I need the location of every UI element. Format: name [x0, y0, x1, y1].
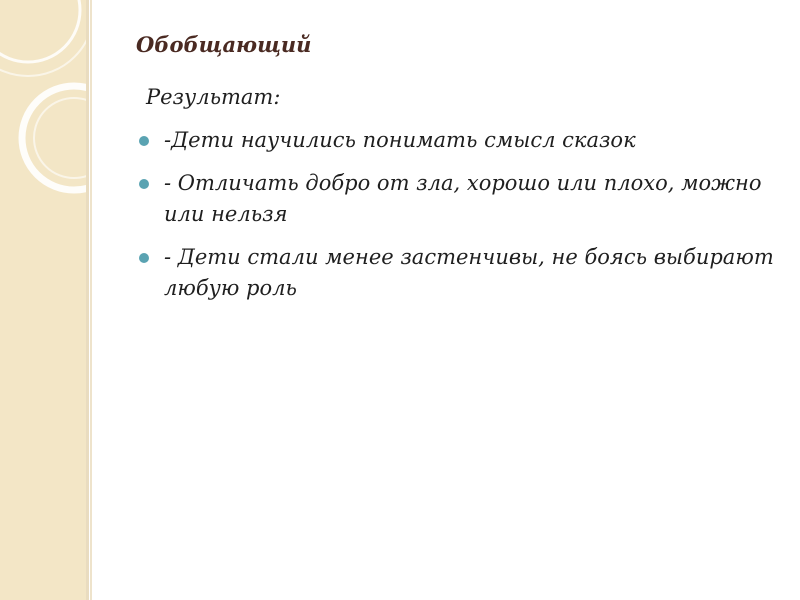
slide-subtitle: Результат:: [146, 85, 281, 109]
bullet-icon: [139, 136, 149, 146]
decorative-side-panel: [0, 0, 89, 600]
bullet-text: - Отличать добро от зла, хорошо или плохо, можно или нельзя: [164, 171, 762, 226]
bullet-text: -Дети научились понимать смысл сказок: [164, 128, 636, 152]
bullet-list: [136, 125, 776, 304]
bullet-item: [136, 168, 776, 230]
decorative-rings-icon: [0, 0, 86, 600]
slide-content: [136, 82, 776, 316]
bullet-item: [136, 125, 776, 156]
bullet-item: [136, 242, 776, 304]
bullet-icon: [139, 179, 149, 189]
slide-title: Обобщающий: [136, 32, 312, 57]
bullet-icon: [139, 253, 149, 263]
bullet-text: - Дети стали менее застенчивы, не боясь выбирают любую роль: [164, 245, 774, 300]
